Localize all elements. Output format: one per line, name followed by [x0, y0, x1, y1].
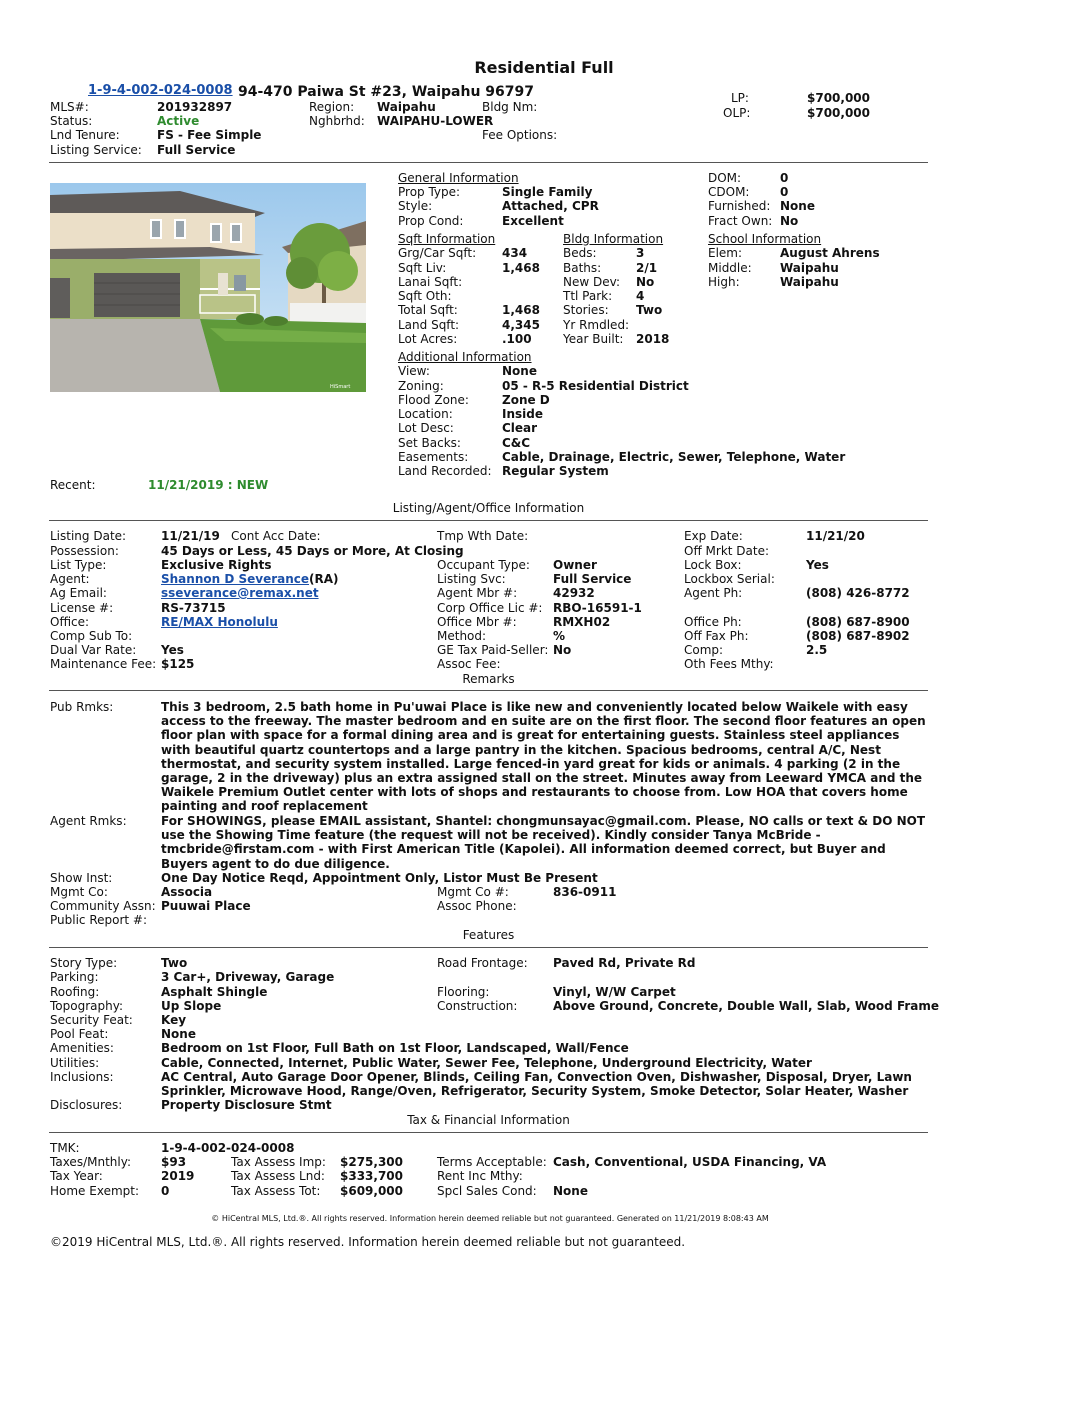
- lp-value: $700,000: [807, 91, 871, 105]
- occupant-type-value: Owner: [553, 558, 597, 572]
- fract-own-value: No: [780, 214, 799, 228]
- amenities-label: Amenities:: [50, 1041, 114, 1055]
- status-value: Active: [157, 114, 200, 128]
- sqft-info-heading: Sqft Information: [398, 232, 496, 246]
- yr-rmdled-label: Yr Rmdled:: [563, 318, 630, 332]
- flooring-value: Vinyl, W/W Carpet: [553, 985, 676, 999]
- maintenance-fee-label: Maintenance Fee:: [50, 657, 157, 671]
- property-address: 94-470 Paiwa St #23, Waipahu 96797: [238, 84, 535, 100]
- agent-ph-label: Agent Ph:: [684, 586, 743, 600]
- recent-label: Recent:: [50, 478, 96, 492]
- mgmt-co-value: Associa: [161, 885, 213, 899]
- nghbrhd-value: WAIPAHU-LOWER: [377, 114, 494, 128]
- tmk-link[interactable]: 1-9-4-002-024-0008: [88, 83, 233, 98]
- taxes-mnthly-label: Taxes/Mnthly:: [50, 1155, 131, 1169]
- tax-section-title: Tax & Financial Information: [407, 1113, 570, 1127]
- construction-value: Above Ground, Concrete, Double Wall, Slab, Wood Frame: [553, 999, 940, 1013]
- beds-label: Beds:: [563, 246, 597, 260]
- exp-date-value: 11/21/20: [806, 529, 865, 543]
- community-assn-value: Puuwai Place: [161, 899, 251, 913]
- generated-footer: © HiCentral MLS, Ltd.®. All rights reserved. Information herein deemed reliable but not guaranteed. Generated on 11/21/2019 8:08:43 AM: [211, 1214, 769, 1223]
- tax-year-value: 2019: [161, 1169, 195, 1183]
- lot-desc-label: Lot Desc:: [398, 421, 454, 435]
- office-link[interactable]: RE/MAX Honolulu: [161, 615, 278, 629]
- location-label: Location:: [398, 407, 453, 421]
- office-mbr-value: RMXH02: [553, 615, 611, 629]
- rent-inc-label: Rent Inc Mthy:: [437, 1169, 523, 1183]
- list-type-label: List Type:: [50, 558, 107, 572]
- bldg-info-heading: Bldg Information: [563, 232, 664, 246]
- off-mrkt-date-label: Off Mrkt Date:: [684, 544, 770, 558]
- home-exempt-label: Home Exempt:: [50, 1184, 140, 1198]
- lnd-tenure-label: Lnd Tenure:: [50, 128, 120, 142]
- office-mbr-label: Office Mbr #:: [437, 615, 517, 629]
- yr-built-label: Year Built:: [563, 332, 624, 346]
- land-sqft-label: Land Sqft:: [398, 318, 460, 332]
- topography-label: Topography:: [50, 999, 123, 1013]
- maintenance-fee-value: $125: [161, 657, 195, 671]
- off-fax-label: Off Fax Ph:: [684, 629, 749, 643]
- middle-label: Middle:: [708, 261, 752, 275]
- mls-value: 201932897: [157, 100, 233, 114]
- cdom-value: 0: [780, 185, 789, 199]
- style-label: Style:: [398, 199, 433, 213]
- fract-own-label: Fract Own:: [708, 214, 773, 228]
- lot-acres-label: Lot Acres:: [398, 332, 458, 346]
- spcl-sales-cond-value: None: [553, 1184, 588, 1198]
- beds-value: 3: [636, 246, 645, 260]
- ag-email-label: Ag Email:: [50, 586, 107, 600]
- furnished-value: None: [780, 199, 815, 213]
- region-value: Waipahu: [377, 100, 436, 114]
- baths-label: Baths:: [563, 261, 602, 275]
- ttl-park-value: 4: [636, 289, 645, 303]
- cont-acc-date-label: Cont Acc Date:: [231, 529, 321, 543]
- home-exempt-value: 0: [161, 1184, 170, 1198]
- tax-year-label: Tax Year:: [50, 1169, 103, 1183]
- pool-feat-label: Pool Feat:: [50, 1027, 109, 1041]
- lock-box-label: Lock Box:: [684, 558, 742, 572]
- agent-label: Agent:: [50, 572, 90, 586]
- tax-assess-lnd-value: $333,700: [340, 1169, 404, 1183]
- dual-var-rate-value: Yes: [161, 643, 184, 657]
- elem-value: August Ahrens: [780, 246, 880, 260]
- listing-date-label: Listing Date:: [50, 529, 127, 543]
- flood-zone-label: Flood Zone:: [398, 393, 469, 407]
- lnd-tenure-value: FS - Fee Simple: [157, 128, 262, 142]
- lp-label: LP:: [731, 91, 749, 105]
- show-inst-value: One Day Notice Reqd, Appointment Only, Listor Must Be Present: [161, 871, 598, 885]
- comp-sub-to-label: Comp Sub To:: [50, 629, 133, 643]
- comp-label: Comp:: [684, 643, 724, 657]
- agent-mbr-value: 42932: [553, 586, 595, 600]
- recent-value: 11/21/2019 : NEW: [148, 478, 269, 492]
- yr-built-value: 2018: [636, 332, 670, 346]
- security-feat-label: Security Feat:: [50, 1013, 133, 1027]
- road-frontage-label: Road Frontage:: [437, 956, 528, 970]
- parking-label: Parking:: [50, 970, 99, 984]
- cdom-label: CDOM:: [708, 185, 750, 199]
- view-label: View:: [398, 364, 430, 378]
- bldg-nm-label: Bldg Nm:: [482, 100, 538, 114]
- set-backs-value: C&C: [502, 436, 531, 450]
- location-value: Inside: [502, 407, 543, 421]
- listing-date-value: 11/21/19: [161, 529, 220, 543]
- new-dev-label: New Dev:: [563, 275, 621, 289]
- terms-acceptable-label: Terms Acceptable:: [437, 1155, 547, 1169]
- photo-watermark: HiSmart: [330, 384, 351, 390]
- parking-value: 3 Car+, Driveway, Garage: [161, 970, 335, 984]
- grg-sqft-value: 434: [502, 246, 528, 260]
- listing-section-title: Listing/Agent/Office Information: [392, 501, 585, 515]
- corp-office-lic-label: Corp Office Lic #:: [437, 601, 543, 615]
- mgmt-co-number-value: 836-0911: [553, 885, 617, 899]
- divider: [49, 520, 928, 521]
- copyright-footer: ©2019 HiCentral MLS, Ltd.®. All rights reserved. Information herein deemed reliable but not guaranteed.: [50, 1235, 686, 1249]
- occupant-type-label: Occupant Type:: [437, 558, 530, 572]
- view-value: None: [502, 364, 537, 378]
- dom-label: DOM:: [708, 171, 742, 185]
- dual-var-rate-label: Dual Var Rate:: [50, 643, 137, 657]
- tmp-wth-date-label: Tmp Wth Date:: [437, 529, 529, 543]
- olp-value: $700,000: [807, 106, 871, 120]
- set-backs-label: Set Backs:: [398, 436, 461, 450]
- assoc-phone-label: Assoc Phone:: [437, 899, 517, 913]
- agent-name-link[interactable]: Shannon D Severance: [161, 572, 310, 586]
- utilities-label: Utilities:: [50, 1056, 100, 1070]
- tmk-value: 1-9-4-002-024-0008: [161, 1141, 295, 1155]
- furnished-label: Furnished:: [708, 199, 771, 213]
- easements-value: Cable, Drainage, Electric, Sewer, Telephone, Water: [502, 450, 846, 464]
- divider: [49, 947, 928, 948]
- lot-desc-value: Clear: [502, 421, 538, 435]
- office-ph-label: Office Ph:: [684, 615, 742, 629]
- corp-office-lic-value: RBO-16591-1: [553, 601, 642, 615]
- general-info-heading: General Information: [398, 171, 519, 185]
- construction-label: Construction:: [437, 999, 518, 1013]
- road-frontage-value: Paved Rd, Private Rd: [553, 956, 696, 970]
- stories-value: Two: [636, 303, 663, 317]
- disclosures-label: Disclosures:: [50, 1098, 123, 1112]
- license-value: RS-73715: [161, 601, 226, 615]
- method-value: %: [553, 629, 566, 643]
- listing-service-label: Listing Service:: [50, 143, 142, 157]
- comp-value: 2.5: [806, 643, 828, 657]
- tax-assess-imp-label: Tax Assess Imp:: [231, 1155, 326, 1169]
- inclusions-value: AC Central, Auto Garage Door Opener, Blinds, Ceiling Fan, Convection Oven, Dishwasher, Disposal, Dryer, Lawn Sprinkler, Microwave Hood, Range/Oven, Refrigerator, Security System, Smoke Detector, Solar Heater, Washer: [161, 1070, 912, 1099]
- page-title: Residential Full: [474, 58, 614, 77]
- new-dev-value: No: [636, 275, 655, 289]
- lanai-sqft-label: Lanai Sqft:: [398, 275, 463, 289]
- public-remarks: This 3 bedroom, 2.5 bath home in Pu'uwai Place is like new and conveniently located below Waikele with easy access to the freeway. The master bedroom and en suite are on the first floor. The second floor features an open floor plan with space for a formal dining area and is great for entertaining guests. Stainless steel appliances with beautiful quartz countertops and a large pantry in the kitchen. Spacious bedrooms, central A/C, Nest thermostat, and security system installed. Large fenced-in yard great for kids or animals. 4 parking (2 in the garage, 2 in the driveway) plus an extra assigned stall on the street. Minutes away from Leeward YMCA and the Waikele Premium Outlet center with lots of shops and restaurants to choose from. Low HOA that covers home painting and roof replacement: [161, 700, 926, 814]
- mgmt-co-label: Mgmt Co:: [50, 885, 108, 899]
- agent-remarks: For SHOWINGS, please EMAIL assistant, Shantel: chongmunsayac@gmail.com. Please, NO calls or text & DO NOT use the Showing Time feature (the request will not be received). Kindly consider Tanya McBride - tmcbride@firstam.com - with First American Title (Kapolei). All information deemed correct, but Buyer and Buyers agent to do due diligence.: [161, 814, 926, 871]
- office-label: Office:: [50, 615, 90, 629]
- tax-assess-tot-label: Tax Assess Tot:: [231, 1184, 321, 1198]
- community-assn-label: Community Assn:: [50, 899, 156, 913]
- topography-value: Up Slope: [161, 999, 222, 1013]
- easements-label: Easements:: [398, 450, 469, 464]
- divider: [49, 690, 928, 691]
- features-section-title: Features: [462, 928, 515, 942]
- tax-assess-lnd-label: Tax Assess Lnd:: [231, 1169, 325, 1183]
- prop-type-value: Single Family: [502, 185, 593, 199]
- flood-zone-value: Zone D: [502, 393, 550, 407]
- taxes-mnthly-value: $93: [161, 1155, 187, 1169]
- status-label: Status:: [50, 114, 93, 128]
- middle-value: Waipahu: [780, 261, 839, 275]
- listing-svc-label: Listing Svc:: [437, 572, 506, 586]
- ge-tax-label: GE Tax Paid-Seller:: [437, 643, 549, 657]
- land-sqft-value: 4,345: [502, 318, 540, 332]
- roofing-label: Roofing:: [50, 985, 100, 999]
- agent-suffix: (RA): [309, 572, 339, 586]
- prop-type-label: Prop Type:: [398, 185, 461, 199]
- utilities-value: Cable, Connected, Internet, Public Water, Sewer Fee, Telephone, Underground Electricity, Water: [161, 1056, 812, 1070]
- land-recorded-label: Land Recorded:: [398, 464, 492, 478]
- total-sqft-label: Total Sqft:: [398, 303, 458, 317]
- ttl-park-label: Ttl Park:: [563, 289, 613, 303]
- zoning-label: Zoning:: [398, 379, 444, 393]
- remarks-section-title: Remarks: [462, 672, 515, 686]
- exp-date-label: Exp Date:: [684, 529, 743, 543]
- disclosures-value: Property Disclosure Stmt: [161, 1098, 332, 1112]
- style-value: Attached, CPR: [502, 199, 599, 213]
- lockbox-serial-label: Lockbox Serial:: [684, 572, 775, 586]
- agent-email-link[interactable]: sseverance@remax.net: [161, 586, 319, 600]
- tmk-label: TMK:: [50, 1141, 80, 1155]
- nghbrhd-label: Nghbrhd:: [309, 114, 365, 128]
- method-label: Method:: [437, 629, 487, 643]
- agent-rmks-label: Agent Rmks:: [50, 814, 127, 828]
- high-value: Waipahu: [780, 275, 839, 289]
- list-type-value: Exclusive Rights: [161, 558, 272, 572]
- roofing-value: Asphalt Shingle: [161, 985, 268, 999]
- baths-value: 2/1: [636, 261, 658, 275]
- fee-options-label: Fee Options:: [482, 128, 558, 142]
- story-type-label: Story Type:: [50, 956, 118, 970]
- olp-label: OLP:: [723, 106, 751, 120]
- zoning-value: 05 - R-5 Residential District: [502, 379, 689, 393]
- dom-value: 0: [780, 171, 789, 185]
- public-report-label: Public Report #:: [50, 913, 148, 927]
- agent-mbr-label: Agent Mbr #:: [437, 586, 518, 600]
- listing-service-value: Full Service: [157, 143, 236, 157]
- mgmt-co-number-label: Mgmt Co #:: [437, 885, 509, 899]
- amenities-value: Bedroom on 1st Floor, Full Bath on 1st Floor, Landscaped, Wall/Fence: [161, 1041, 629, 1055]
- office-ph-value: (808) 687-8900: [806, 615, 910, 629]
- school-info-heading: School Information: [708, 232, 822, 246]
- off-fax-value: (808) 687-8902: [806, 629, 910, 643]
- flooring-label: Flooring:: [437, 985, 490, 999]
- prop-cond-label: Prop Cond:: [398, 214, 464, 228]
- spcl-sales-cond-label: Spcl Sales Cond:: [437, 1184, 537, 1198]
- tax-assess-tot-value: $609,000: [340, 1184, 404, 1198]
- land-recorded-value: Regular System: [502, 464, 609, 478]
- agent-name-group: [161, 572, 339, 586]
- agent-ph-value: (808) 426-8772: [806, 586, 910, 600]
- license-label: License #:: [50, 601, 114, 615]
- story-type-value: Two: [161, 956, 188, 970]
- sqft-liv-label: Sqft Liv:: [398, 261, 447, 275]
- divider: [49, 162, 928, 163]
- lot-acres-value: .100: [502, 332, 532, 346]
- additional-info-heading: Additional Information: [398, 350, 532, 364]
- property-photo: [50, 183, 366, 392]
- sqft-liv-value: 1,468: [502, 261, 540, 275]
- assoc-fee-label: Assoc Fee:: [437, 657, 501, 671]
- terms-acceptable-value: Cash, Conventional, USDA Financing, VA: [553, 1155, 827, 1169]
- show-inst-label: Show Inst:: [50, 871, 113, 885]
- security-feat-value: Key: [161, 1013, 187, 1027]
- possession-label: Possession:: [50, 544, 119, 558]
- sqft-oth-label: Sqft Oth:: [398, 289, 452, 303]
- pub-rmks-label: Pub Rmks:: [50, 700, 114, 714]
- possession-value: 45 Days or Less, 45 Days or More, At Closing: [161, 544, 464, 558]
- mls-label: MLS#:: [50, 100, 89, 114]
- lock-box-value: Yes: [806, 558, 829, 572]
- high-label: High:: [708, 275, 740, 289]
- elem-label: Elem:: [708, 246, 743, 260]
- listing-svc-value: Full Service: [553, 572, 632, 586]
- prop-cond-value: Excellent: [502, 214, 564, 228]
- divider: [49, 1132, 928, 1133]
- grg-sqft-label: Grg/Car Sqft:: [398, 246, 477, 260]
- inclusions-label: Inclusions:: [50, 1070, 114, 1084]
- tax-assess-imp-value: $275,300: [340, 1155, 404, 1169]
- total-sqft-value: 1,468: [502, 303, 540, 317]
- stories-label: Stories:: [563, 303, 609, 317]
- ge-tax-value: No: [553, 643, 572, 657]
- pool-feat-value: None: [161, 1027, 196, 1041]
- region-label: Region:: [309, 100, 355, 114]
- oth-fees-label: Oth Fees Mthy:: [684, 657, 774, 671]
